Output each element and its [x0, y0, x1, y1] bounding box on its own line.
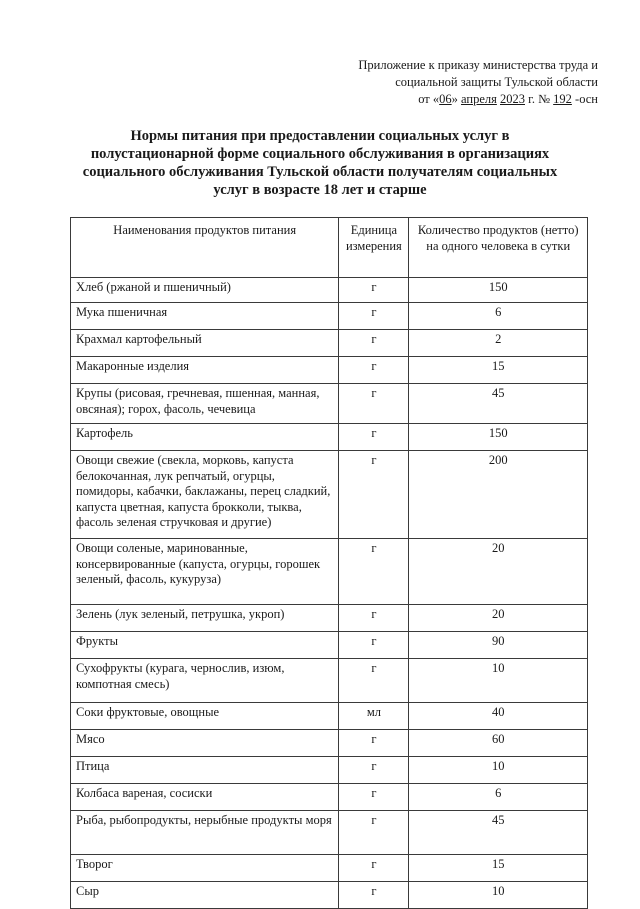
- unit-cell: г: [339, 784, 409, 811]
- product-name-cell: Птица: [71, 757, 339, 784]
- quantity-cell: 150: [409, 424, 588, 451]
- quantity-cell: 90: [409, 632, 588, 659]
- product-name-cell: Сыр: [71, 882, 339, 909]
- column-header-product: Наименования продуктов питания: [71, 218, 339, 278]
- product-name-cell: Колбаса вареная, сосиски: [71, 784, 339, 811]
- unit-cell: г: [339, 730, 409, 757]
- quantity-cell: 6: [409, 784, 588, 811]
- table-row: [71, 757, 588, 784]
- order-number: 192: [553, 92, 572, 106]
- quantity-cell: 60: [409, 730, 588, 757]
- table-row: [71, 632, 588, 659]
- quantity-cell: 6: [409, 303, 588, 330]
- order-suffix: -осн: [571, 92, 598, 106]
- unit-cell: г: [339, 451, 409, 539]
- order-day: 06: [439, 92, 452, 106]
- quantity-cell: 10: [409, 757, 588, 784]
- quantity-cell: 45: [409, 384, 588, 424]
- quantity-cell: 150: [409, 278, 588, 303]
- column-header-quantity: Количество продуктов (нетто) на одного человека в сутки: [409, 218, 588, 278]
- unit-cell: мл: [339, 703, 409, 730]
- product-name-cell: Мука пшеничная: [71, 303, 339, 330]
- table-row: [71, 451, 588, 539]
- table-row: [71, 357, 588, 384]
- table-row: [71, 730, 588, 757]
- table-header-row: [71, 218, 588, 278]
- unit-cell: г: [339, 882, 409, 909]
- quantity-cell: 40: [409, 703, 588, 730]
- unit-cell: г: [339, 278, 409, 303]
- unit-cell: г: [339, 330, 409, 357]
- quantity-cell: 20: [409, 539, 588, 605]
- order-month: апреля: [461, 92, 497, 106]
- product-name-cell: Творог: [71, 855, 339, 882]
- table-body: [71, 278, 588, 909]
- product-name-cell: Хлеб (ржаной и пшеничный): [71, 278, 339, 303]
- date-mid: »: [451, 92, 462, 106]
- table-row: [71, 539, 588, 605]
- quantity-cell: 200: [409, 451, 588, 539]
- unit-cell: г: [339, 303, 409, 330]
- nutrition-norms-table: [70, 217, 588, 909]
- table-row: [71, 659, 588, 703]
- column-header-unit: Единица измерения: [339, 218, 409, 278]
- unit-cell: г: [339, 855, 409, 882]
- quantity-cell: 15: [409, 357, 588, 384]
- order-line-3: [358, 91, 598, 108]
- product-name-cell: Крахмал картофельный: [71, 330, 339, 357]
- product-name-cell: Овощи соленые, маринованные, консервированные (капуста, огурцы, горошек зеленый, фасоль, кукуруза): [71, 539, 339, 605]
- table-row: [71, 384, 588, 424]
- product-name-cell: Соки фруктовые, овощные: [71, 703, 339, 730]
- quantity-cell: 20: [409, 605, 588, 632]
- product-name-cell: Овощи свежие (свекла, морковь, капуста белокочанная, лук репчатый, огурцы, помидоры, кабачки, баклажаны, перец сладкий, капуста цветная, капуста брокколи, тыква, фасоль зеленая стручковая и другие): [71, 451, 339, 539]
- table-row: [71, 303, 588, 330]
- quantity-cell: 2: [409, 330, 588, 357]
- table-row: [71, 424, 588, 451]
- quantity-cell: 10: [409, 882, 588, 909]
- quantity-cell: 15: [409, 855, 588, 882]
- unit-cell: г: [339, 632, 409, 659]
- table-row: [71, 882, 588, 909]
- order-reference: [358, 57, 598, 108]
- unit-cell: г: [339, 605, 409, 632]
- order-line-2: социальной защиты Тульской области: [395, 75, 598, 89]
- date-after-year: г. №: [525, 92, 554, 106]
- order-line-1: Приложение к приказу министерства труда и: [358, 58, 598, 72]
- product-name-cell: Крупы (рисовая, гречневая, пшенная, манная, овсяная); горох, фасоль, чечевица: [71, 384, 339, 424]
- unit-cell: г: [339, 811, 409, 855]
- table-row: [71, 605, 588, 632]
- unit-cell: г: [339, 357, 409, 384]
- unit-cell: г: [339, 659, 409, 703]
- product-name-cell: Фрукты: [71, 632, 339, 659]
- table-row: [71, 703, 588, 730]
- table-row: [71, 855, 588, 882]
- document-title: Нормы питания при предоставлении социальных услуг в полустационарной форме социального обслуживания в организациях социального обслуживания Тульской области получателям социальных услуг в возрасте 18 лет и старше: [82, 128, 558, 198]
- product-name-cell: Зелень (лук зеленый, петрушка, укроп): [71, 605, 339, 632]
- unit-cell: г: [339, 424, 409, 451]
- product-name-cell: Сухофрукты (курага, чернослив, изюм, компотная смесь): [71, 659, 339, 703]
- product-name-cell: Мясо: [71, 730, 339, 757]
- unit-cell: г: [339, 539, 409, 605]
- order-year: 2023: [500, 92, 525, 106]
- table-row: [71, 330, 588, 357]
- product-name-cell: Макаронные изделия: [71, 357, 339, 384]
- unit-cell: г: [339, 757, 409, 784]
- table-row: [71, 278, 588, 303]
- table-row: [71, 784, 588, 811]
- unit-cell: г: [339, 384, 409, 424]
- quantity-cell: 45: [409, 811, 588, 855]
- table-row: [71, 811, 588, 855]
- product-name-cell: Рыба, рыбопродукты, нерыбные продукты моря: [71, 811, 339, 855]
- date-prefix: от «: [418, 92, 440, 106]
- product-name-cell: Картофель: [71, 424, 339, 451]
- quantity-cell: 10: [409, 659, 588, 703]
